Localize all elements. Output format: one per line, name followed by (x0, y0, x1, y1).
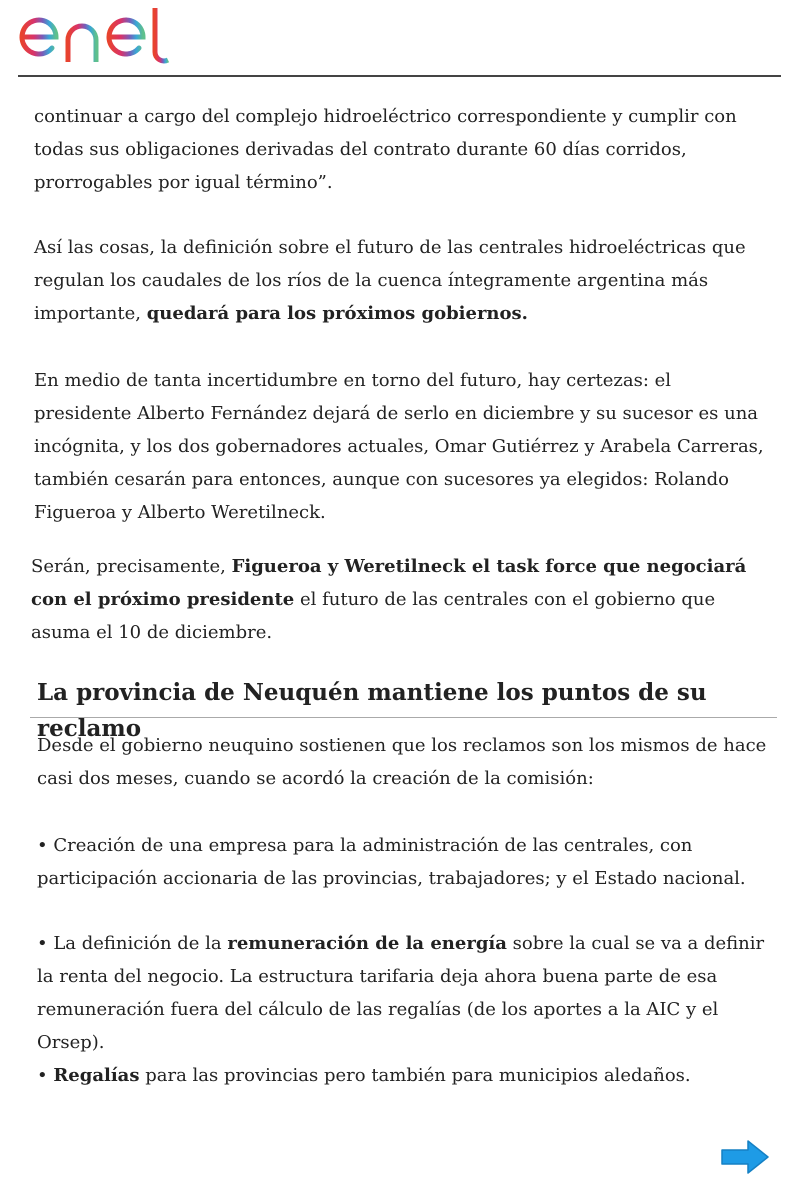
paragraph-4-text-a: Serán, precisamente, (31, 556, 232, 577)
heading-divider (30, 717, 777, 718)
paragraph-4-bold: Figueroa y Weretilneck el task force que negociará con el próximo presidente (31, 556, 747, 610)
bullet-2-text-a: • La definición de la (37, 933, 228, 954)
bullet-1: • Creación de una empresa para la administración de las centrales, con participación accionaria de las provincias, trabajadores; y el Estado nacional. (37, 835, 746, 889)
paragraph-1: continuar a cargo del complejo hidroeléctrico correspondiente y cumplir con todas sus obligaciones derivadas del contrato durante 60 días corridos, prorrogables por igual término”. (34, 106, 737, 193)
bullet-3-bold: Regalías (53, 1065, 140, 1086)
paragraph-4 (31, 550, 776, 649)
paragraph-2 (34, 231, 774, 330)
section-heading: La provincia de Neuquén mantiene los puntos de su reclamo (37, 679, 707, 742)
site-header (18, 0, 781, 77)
paragraph-3: En medio de tanta incertidumbre en torno del futuro, hay certezas: el presidente Alberto Fernández dejará de serlo en diciembre y su sucesor es una incógnita, y los dos gobernadores actuales, Omar Gutiérrez y Arabela Carreras, también cesarán para entonces, aunque con sucesores ya elegidos: Rolando Figueroa y Alberto Weretilneck. (34, 370, 764, 523)
arrow-right-icon[interactable] (718, 1138, 772, 1176)
paragraph-4-text-b: el futuro de las centrales con el gobierno que asuma el 10 de diciembre. (31, 589, 716, 643)
enel-logo[interactable] (18, 4, 183, 66)
bullet-3 (37, 1059, 777, 1092)
bullet-3-text: para las provincias pero también para municipios aledaños. (139, 1065, 691, 1086)
bullet-2-bold: remuneración de la energía (227, 933, 507, 954)
bullet-3-marker: • (37, 1065, 54, 1086)
bullet-2 (37, 927, 777, 1059)
paragraph-2-bold: quedará para los próximos gobiernos. (146, 303, 528, 324)
paragraph-5: Desde el gobierno neuquino sostienen que los reclamos son los mismos de hace casi dos meses, cuando se acordó la creación de la comisión: (37, 735, 767, 789)
paragraph-2-text: Así las cosas, la definición sobre el futuro de las centrales hidroeléctricas que regulan los caudales de los ríos de la cuenca íntegramente argentina más importante, (34, 237, 746, 324)
bullet-2-text-b: sobre la cual se va a definir la renta del negocio. La estructura tarifaria deja ahora buena parte de esa remuneración fuera del cálculo de las regalías (de los aportes a la AIC y el Orsep). (37, 933, 765, 1053)
